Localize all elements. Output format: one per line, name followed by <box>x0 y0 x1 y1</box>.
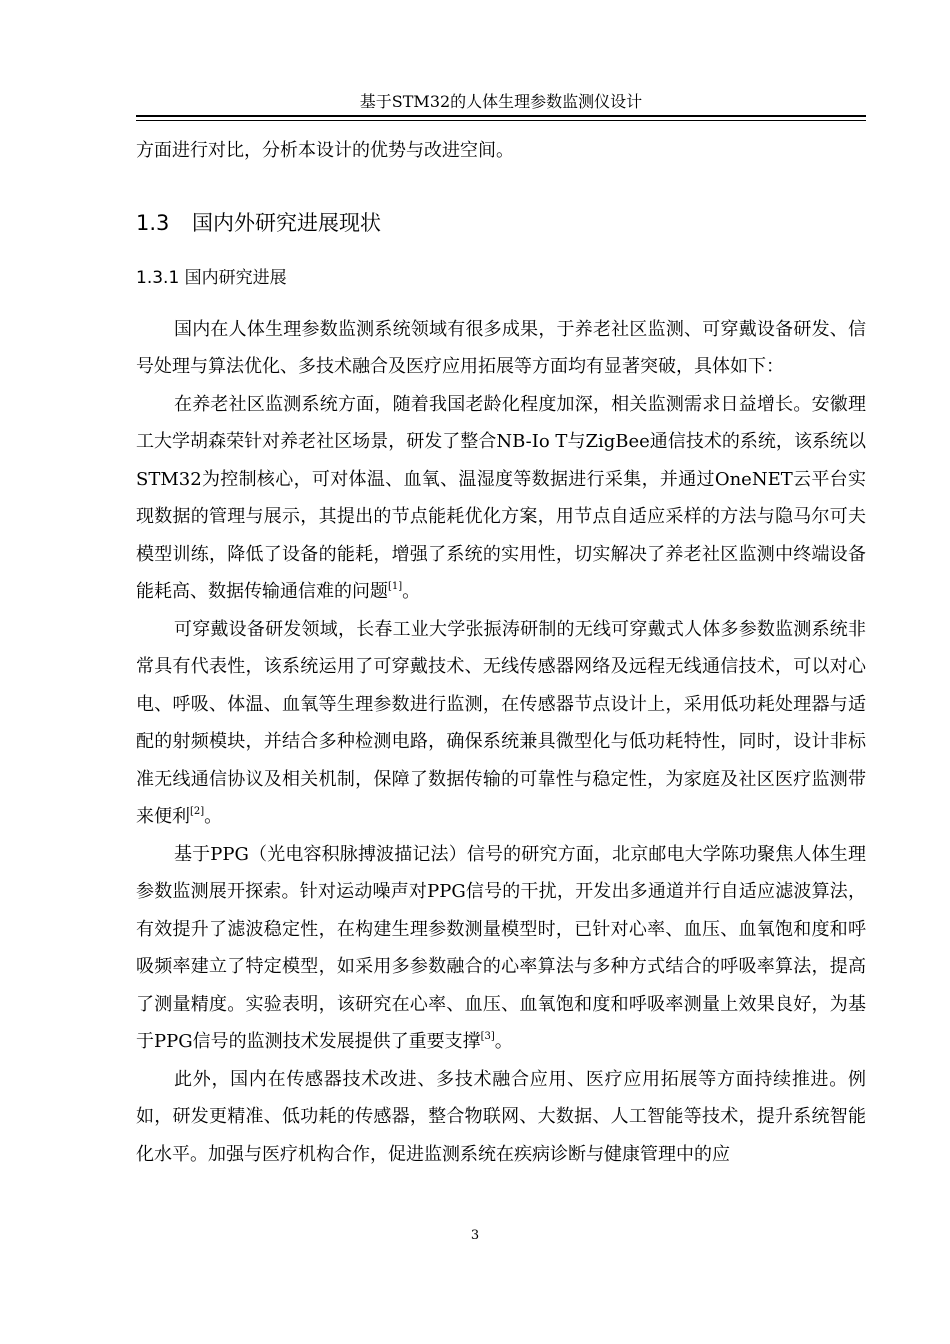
section-heading <box>136 195 866 251</box>
citation-ref[interactable]: [2] <box>190 806 205 817</box>
page-body <box>136 132 866 1173</box>
page-number: 3 <box>470 1228 480 1243</box>
continuation-paragraph: 方面进行对比，分析本设计的优势与改进空间。 <box>136 140 514 161</box>
citation-ref[interactable]: [3] <box>480 1031 495 1042</box>
header-rule-thick <box>136 115 866 117</box>
section-number: 1.3 <box>136 210 170 235</box>
paragraph-text: 国内在人体生理参数监测系统领域有很多成果，于养老社区监测、可穿戴设备研发、信号处理与算法优化、多技术融合及医疗应用拓展等方面均有显著突破，具体如下： <box>136 318 866 377</box>
subsection-title: 国内研究进展 <box>184 267 287 288</box>
paragraph-end: 。 <box>494 1031 513 1052</box>
running-header: 基于STM32的人体生理参数监测仪设计 <box>359 92 643 111</box>
paragraph-end: 。 <box>402 581 421 602</box>
paragraph-ppg <box>136 836 866 1061</box>
subsection-heading <box>136 257 866 299</box>
paragraph-outlook <box>136 1061 866 1174</box>
header-rule-thin <box>136 120 866 121</box>
subsection-number: 1.3.1 <box>136 267 180 288</box>
paragraph-end: 。 <box>204 806 223 827</box>
paragraph-elderly-monitoring <box>136 386 866 611</box>
citation-ref[interactable]: [1] <box>388 581 403 592</box>
paragraph-text: 在养老社区监测系统方面，随着我国老龄化程度加深，相关监测需求日益增长。安徽理工大学胡森荣针对养老社区场景，研发了整合NB-Io T与ZigBee通信技术的系统，该系统以STM32为控制核心，可对体温、血氧、温湿度等数据进行采集，并通过OneNET云平台实现数据的管理与展示，其提出的节点能耗优化方案，用节点自适应采样的方法与隐马尔可夫模型训练，降低了设备的能耗，增强了系统的实用性，切实解决了养老社区监测中终端设备能耗高、数据传输通信难的问题 <box>136 393 866 602</box>
paragraph-text: 此外，国内在传感器技术改进、多技术融合应用、医疗应用拓展等方面持续推进。例如，研发更精准、低功耗的传感器，整合物联网、大数据、人工智能等技术，提升系统智能化水平。加强与医疗机构合作，促进监测系统在疾病诊断与健康管理中的应 <box>136 1068 866 1165</box>
section-title: 国内外研究进展现状 <box>192 210 381 235</box>
paragraph-text: 可穿戴设备研发领域，长春工业大学张振涛研制的无线可穿戴式人体多参数监测系统非常具有代表性，该系统运用了可穿戴技术、无线传感器网络及远程无线通信技术，可以对心电、呼吸、体温、血氧等生理参数进行监测，在传感器节点设计上，采用低功耗处理器与适配的射频模块，并结合多种检测电路，确保系统兼具微型化与低功耗特性，同时，设计非标准无线通信协议及相关机制，保障了数据传输的可靠性与稳定性，为家庭及社区医疗监测带来便利 <box>136 618 866 827</box>
paragraph-intro <box>136 311 866 386</box>
paragraph-wearable <box>136 611 866 836</box>
paragraph-text: 基于PPG（光电容积脉搏波描记法）信号的研究方面，北京邮电大学陈功聚焦人体生理参数监测展开探索。针对运动噪声对PPG信号的干扰，开发出多通道并行自适应滤波算法，有效提升了滤波稳定性，在构建生理参数测量模型时，已针对心率、血压、血氧饱和度和呼吸频率建立了特定模型，如采用多参数融合的心率算法与多种方式结合的呼吸率算法，提高了测量精度。实验表明，该研究在心率、血压、血氧饱和度和呼吸率测量上效果良好，为基于PPG信号的监测技术发展提供了重要支撑 <box>136 843 866 1052</box>
